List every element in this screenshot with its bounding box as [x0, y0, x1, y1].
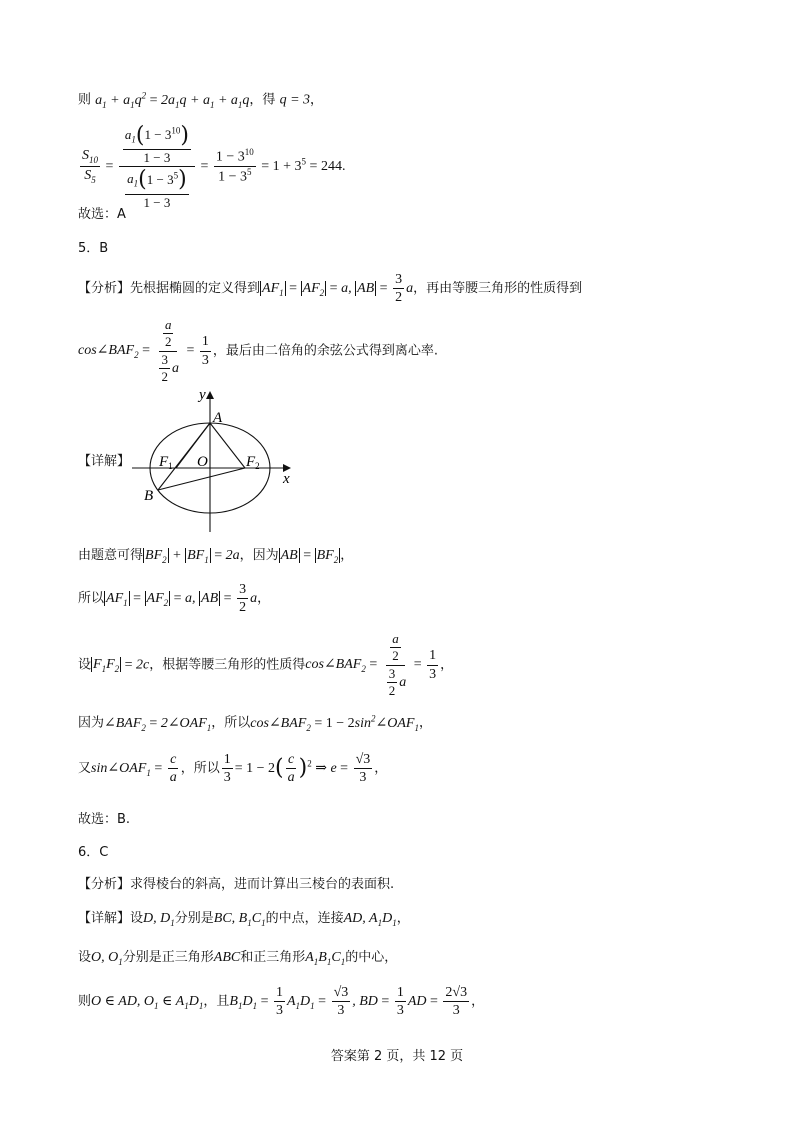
label-x: x — [283, 471, 290, 487]
q5-step-1: 由题意可得 $BF_2 + BF_1 = 2a$，因为 AB = $BF_2$ ， — [78, 548, 354, 565]
text: 分别是正三角形 — [122, 950, 214, 965]
frac-s10-s5: $\frac{S_{10}}{S_5}$ — [82, 147, 98, 186]
text: ，所以 — [180, 761, 220, 777]
q6-step-1: 【详解】设D, $D_1$分别是BC, $B_1C_1$的中点，连接AD, $A_1D_1$， — [78, 911, 410, 928]
text: 的中点，连接 — [265, 911, 344, 926]
text: 求得棱台的斜高，进而计算出三棱台的表面积. — [130, 877, 395, 892]
text: ， — [471, 994, 485, 1010]
text: 由题意可得 — [78, 548, 144, 563]
question-5-label: 5．B — [78, 241, 109, 256]
q6-analysis — [78, 877, 394, 893]
q5-analysis-line2: $\cos\angle BAF_2$ = $\frac{a}{2}$ $\frac{3}{2}$ a = $\frac{1}{3}$ ，最后由二倍角的余弦公式得到离心率. — [78, 317, 439, 384]
q5-step-2: 所以 $AF_1 = AF_2 = a$, AB = $\frac{3}{2}$ a， — [78, 582, 271, 616]
text: ， — [257, 591, 271, 607]
analysis-tag: 【分析】 — [78, 877, 131, 892]
y-axis-arrow-icon — [206, 391, 214, 399]
text: ，最后由二倍角的余弦公式得到离心率. — [212, 343, 439, 359]
equation-q: $a_1 + a_1q^2 = 2a_1q + a_1 + a_1q$ — [95, 90, 250, 110]
frac-simplified: $\frac{1 - 3^{10}}{1 - 3^5}$ — [215, 147, 254, 186]
q5-step-4: 因为$\angle BAF_2$ = $2\angle OAF_1$，所以$\cos\angle BAF_2 = 1$ − $2\sin^2\angle OAF_1$， — [78, 713, 432, 733]
text: ，且 — [203, 994, 230, 1010]
q5-step-3: 设 $F_1F_2 = 2c$，根据等腰三角形的性质得$\cos\angle BAF_2$ = $\frac{a}{2}$ $\frac{3}{2}$ a = $\frac{1}{3}$ ， — [78, 631, 454, 698]
label-f2: $F_2$ — [246, 454, 260, 471]
text: ，因为 — [239, 548, 279, 563]
text: 又 — [78, 761, 92, 777]
analysis-tag: 【分析】 — [78, 281, 131, 297]
segment-af2 — [210, 423, 245, 468]
text: ，根据等腰三角形的性质得 — [149, 657, 306, 673]
frac-compound: $\frac{\frac{a_1(1 - 3^{10})}{1 - 3}}{\frac{a_1(1 - 3^5)}{1 - 3}}$ — [119, 124, 195, 210]
text: 因为 — [78, 715, 105, 731]
label-o: O — [197, 454, 208, 470]
label-y: y — [199, 387, 206, 403]
q5-analysis-line1: 【分析】先根据椭圆的定义得到 $AF_1 = AF_2 = a$, AB = $\frac{3}{2}$ a，再由等腰三角形的性质得到 — [78, 272, 583, 306]
q5-step-5: 又$\sin\angle OAF_1$ = $\frac{c}{a}$ ，所以 $\frac{1}{3}$ = 1 − 2( $\frac{c}{a}$ )$^2$ ⇒ e = $\frac{√3}{3}$ ， — [78, 752, 388, 786]
text: ，再由等腰三角形的性质得到 — [413, 281, 583, 297]
text: 和正三角形 — [240, 950, 306, 965]
ellipse-figure — [128, 384, 308, 534]
formula-line-1 — [78, 90, 323, 110]
result-q: q = 3 — [279, 92, 311, 108]
text-prefix: 则 — [78, 92, 92, 108]
text: ， — [374, 761, 388, 777]
question-6-label: 6．C — [78, 845, 109, 860]
text: 设 — [130, 911, 144, 926]
text: 所以 — [78, 591, 105, 607]
answer-q5: 故选：B. — [78, 812, 131, 827]
label-a: A — [213, 410, 223, 426]
formula-ratio: $\frac{S_{10}}{S_5}$ = $\frac{\frac{a_1(1 - 3^{10})}{1 - 3}}{\frac{a_1(1 - 3^5)}{1 - 3}}$ = $\frac{1 - 3^{10}}{1 - 3^5}$ = $1 + 3^5 = 244$. — [82, 123, 346, 210]
text: ， — [340, 548, 354, 563]
text: ，所以 — [211, 715, 251, 731]
text-sep: ，得 — [249, 92, 276, 108]
text: 先根据椭圆的定义得到 — [130, 281, 261, 297]
label-f1: $F_1$ — [159, 454, 173, 471]
text: 设 — [78, 657, 92, 673]
text: ， — [396, 911, 410, 926]
text: ， — [418, 715, 432, 731]
text: 的中心， — [345, 950, 398, 965]
q5-detail-tag: 【详解】 — [78, 454, 131, 469]
label-b: B — [144, 488, 154, 504]
page-footer: 答案第 2 页，共 12 页 — [330, 1049, 464, 1064]
text: 设 — [78, 950, 92, 965]
detail-tag: 【详解】 — [78, 911, 131, 926]
text: 分别是 — [174, 911, 214, 926]
segment-bf2 — [158, 468, 245, 490]
text: 则 — [78, 994, 92, 1010]
text: ， — [440, 657, 454, 673]
q6-step-2: 设O, $O_1$分别是正三角形ABC和正三角形$A_1B_1C_1$的中心， — [78, 950, 398, 967]
q6-step-3: 则O ∈ AD, $O_1$ ∈ $A_1D_1$，且$B_1D_1$ = $\frac{1}{3}$ $A_1D_1$ = $\frac{√3}{3}$ , BD = $\frac{1}{3}$ AD = $\frac{2√3}{3}$ ， — [78, 985, 485, 1019]
answer-prev: 故选：A — [78, 207, 126, 222]
punct: ， — [310, 92, 324, 108]
